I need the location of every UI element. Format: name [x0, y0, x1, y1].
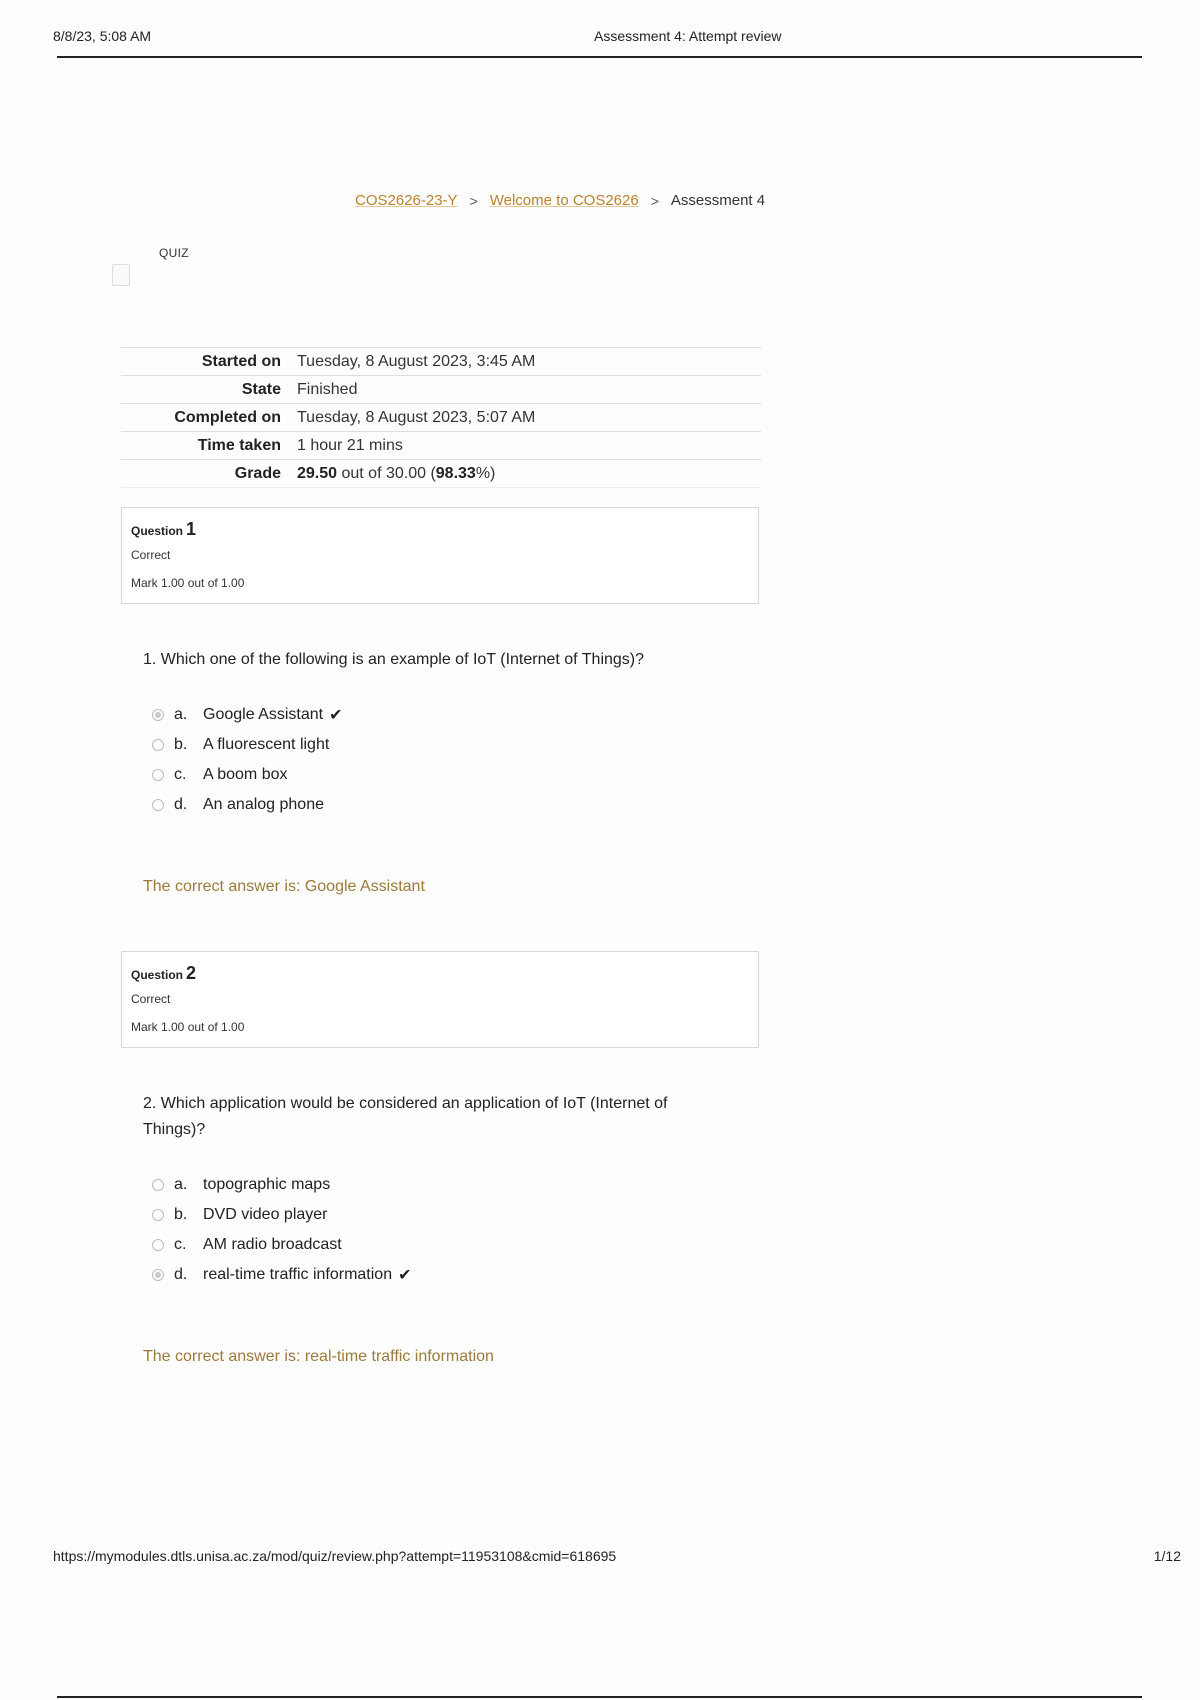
answer-option[interactable]: [152, 730, 342, 760]
answer-list: [152, 700, 342, 820]
completed-on-label: Completed on: [174, 408, 281, 426]
answer-text: An analog phone: [203, 796, 324, 813]
time-taken-value: 1 hour 21 mins: [297, 436, 403, 454]
radio-button[interactable]: [152, 1239, 164, 1251]
answer-letter: a.: [174, 1176, 188, 1193]
question-mark: Mark 1.00 out of 1.00: [131, 1020, 245, 1034]
grade-out-of: out of 30.00 (: [337, 464, 436, 482]
correct-check-icon: ✔: [398, 1267, 412, 1284]
grade-label: Grade: [234, 464, 281, 482]
answer-option[interactable]: [152, 1200, 412, 1230]
answer-text: DVD video player: [203, 1206, 328, 1223]
started-on-label: Started on: [201, 352, 281, 370]
answer-text: AM radio broadcast: [203, 1236, 342, 1253]
correct-check-icon: ✔: [329, 707, 343, 724]
answer-letter: d.: [174, 1266, 188, 1283]
question-label: Question: [131, 524, 184, 538]
answer-text: A fluorescent light: [203, 736, 330, 753]
footer-divider: [57, 1696, 1142, 1698]
grade-value: [297, 460, 761, 488]
state-value: Finished: [297, 380, 358, 398]
radio-button-selected[interactable]: [152, 709, 164, 721]
attempt-summary-table: [121, 347, 761, 488]
breadcrumb-current: Assessment 4: [670, 192, 766, 209]
answer-letter: c.: [174, 1236, 187, 1253]
question-label: Question: [131, 968, 184, 982]
question-number: [131, 519, 196, 540]
question-info-box: [121, 507, 759, 604]
question-number-value: 2: [186, 963, 197, 983]
answer-option[interactable]: [152, 700, 342, 730]
question-info-box: [121, 951, 759, 1048]
page-number: 1/12: [1153, 1548, 1181, 1564]
answer-letter: b.: [174, 736, 188, 753]
question-number-value: 1: [186, 519, 197, 539]
radio-button[interactable]: [152, 739, 164, 751]
answer-letter: c.: [174, 766, 187, 783]
print-title: Assessment 4: Attempt review: [594, 28, 782, 44]
summary-row-started: [121, 348, 761, 376]
answer-letter: b.: [174, 1206, 188, 1223]
answer-option[interactable]: [152, 1260, 412, 1290]
question-mark: Mark 1.00 out of 1.00: [131, 576, 245, 590]
answer-letter: d.: [174, 796, 188, 813]
started-on-value: Tuesday, 8 August 2023, 3:45 AM: [297, 352, 536, 370]
question-state: Correct: [131, 548, 171, 562]
question-text: 1. Which one of the following is an example of IoT (Internet of Things)?: [143, 651, 645, 668]
header-divider: [57, 56, 1142, 58]
breadcrumb-separator: >: [469, 192, 478, 209]
page-url: https://mymodules.dtls.unisa.ac.za/mod/quiz/review.php?attempt=11953108&cmid=618695: [53, 1548, 617, 1564]
print-datetime: 8/8/23, 5:08 AM: [53, 28, 152, 44]
state-label: State: [241, 380, 281, 398]
answer-option[interactable]: [152, 790, 342, 820]
summary-row-completed: [121, 404, 761, 432]
radio-button[interactable]: [152, 769, 164, 781]
answer-text: Google Assistant: [203, 706, 324, 723]
summary-row-grade: [121, 460, 761, 488]
summary-row-time: [121, 432, 761, 460]
breadcrumb-course-link[interactable]: COS2626-23-Y: [355, 192, 458, 209]
grade-end: %): [475, 464, 496, 482]
correct-answer-feedback: The correct answer is: real-time traffic information: [143, 1348, 494, 1365]
quiz-icon: [112, 264, 130, 286]
radio-button[interactable]: [152, 799, 164, 811]
time-taken-label: Time taken: [197, 436, 281, 454]
answer-text: real-time traffic information: [203, 1266, 393, 1283]
grade-score: 29.50: [297, 464, 338, 482]
grade-percent: 98.33: [435, 464, 476, 482]
answer-option[interactable]: [152, 1230, 412, 1260]
activity-type-label: QUIZ: [159, 246, 189, 260]
breadcrumb-section-link[interactable]: Welcome to COS2626: [489, 192, 639, 209]
answer-text: A boom box: [203, 766, 288, 783]
answer-list: [152, 1170, 412, 1290]
radio-button[interactable]: [152, 1179, 164, 1191]
radio-button[interactable]: [152, 1209, 164, 1221]
correct-answer-feedback: The correct answer is: Google Assistant: [143, 878, 425, 895]
question-text: 2. Which application would be considered an application of IoT (Internet of Things)?: [143, 1095, 668, 1138]
answer-text: topographic maps: [203, 1176, 331, 1193]
radio-button-selected[interactable]: [152, 1269, 164, 1281]
completed-on-value: Tuesday, 8 August 2023, 5:07 AM: [297, 408, 536, 426]
question-number: [131, 963, 196, 984]
answer-option[interactable]: [152, 760, 342, 790]
summary-row-state: [121, 376, 761, 404]
breadcrumb-separator: >: [650, 192, 659, 209]
answer-option[interactable]: [152, 1170, 412, 1200]
breadcrumb: [355, 192, 765, 209]
answer-letter: a.: [174, 706, 188, 723]
question-state: Correct: [131, 992, 171, 1006]
